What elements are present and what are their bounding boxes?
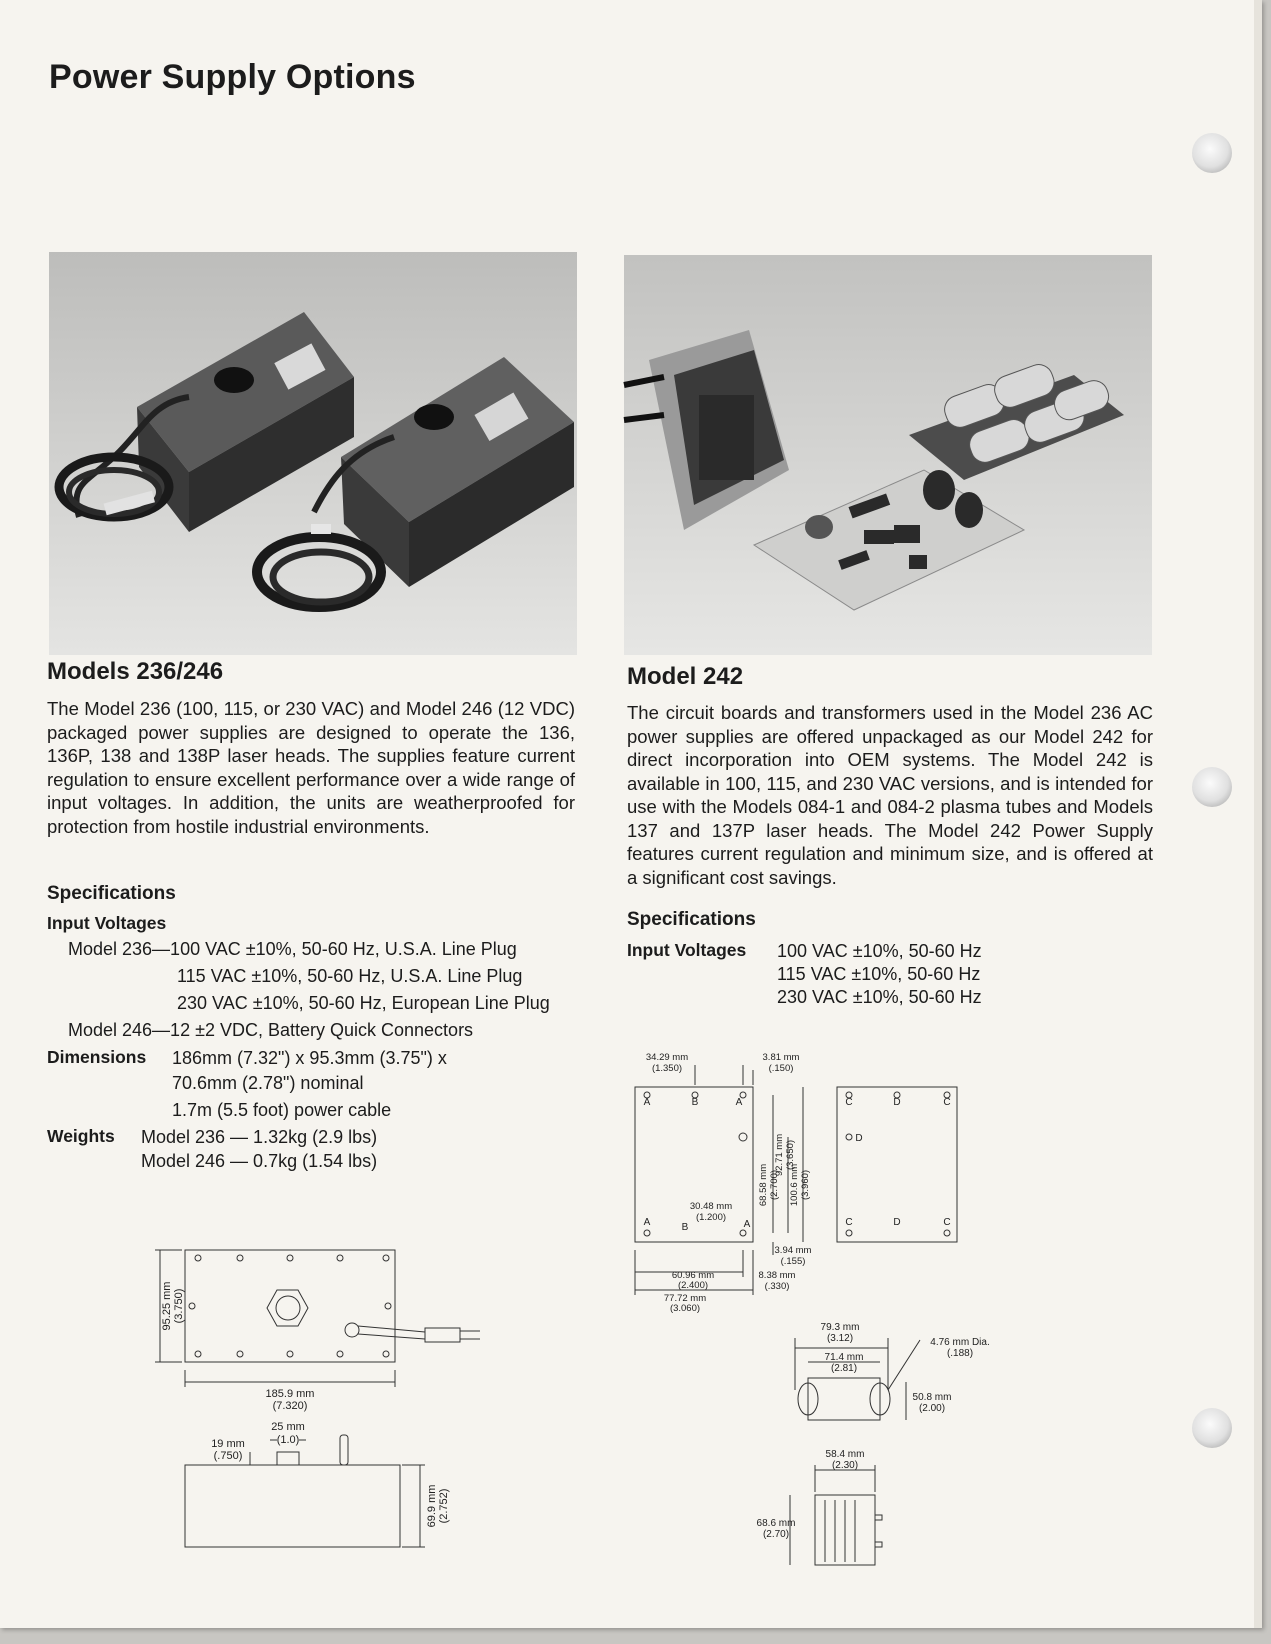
dim-label: (2.700)	[769, 1169, 780, 1201]
hole-label: D	[855, 1133, 863, 1144]
dim-label: (.150)	[768, 1063, 794, 1074]
dim-label: 71.4 mm	[824, 1352, 864, 1363]
dim-label: 4.76 mm Dia.	[930, 1337, 990, 1348]
hole-label: C	[845, 1097, 853, 1108]
dim-label: 68.58 mm	[758, 1163, 769, 1207]
dim-label: (3.960)	[800, 1169, 811, 1201]
hole-label: A	[643, 1097, 651, 1108]
hole-label: C	[943, 1217, 951, 1228]
dim-label: (.155)	[780, 1256, 806, 1267]
dimensions-line: 1.7m (5.5 foot) power cable	[172, 1100, 392, 1120]
dim-label: 25 mm	[271, 1421, 305, 1433]
hole-label: A	[735, 1097, 743, 1108]
dim-label: (1.0)	[276, 1434, 300, 1446]
dim-label: 95.25 mm	[161, 1281, 173, 1331]
models-236-246-description: The Model 236 (100, 115, or 230 VAC) and Model 246 (12 VDC) packaged power supplies are designed to operate the 136, 136P, 138 and 138P laser heads. The supplies feature current regulation to ensure excellent performance over a wide range of input voltages. In addition, the units are weatherproofed for protection from hostile industrial environments.	[47, 698, 575, 837]
dim-label: (3.060)	[669, 1303, 701, 1314]
model-242-transformer-dimension-drawing	[756, 1320, 1030, 1580]
binder-hole-bottom	[1192, 1408, 1232, 1448]
hole-label: D	[893, 1097, 901, 1108]
hole-label: A	[643, 1217, 651, 1228]
dim-label: 68.6 mm	[756, 1518, 796, 1529]
dim-label: (.330)	[764, 1281, 790, 1292]
weights-label: Weights	[47, 1126, 115, 1146]
left-specs-heading: Specifications	[47, 883, 176, 904]
dim-label: 100.6 mm	[789, 1163, 800, 1207]
dim-label: 79.3 mm	[820, 1322, 860, 1333]
right-input-voltages-label: Input Voltages	[627, 940, 747, 960]
dim-label: 3.81 mm	[762, 1052, 800, 1063]
dim-label: (1.200)	[695, 1212, 727, 1223]
input-voltage-line: 230 VAC ±10%, 50-60 Hz, European Line Plug	[177, 993, 550, 1013]
dim-label: (2.81)	[830, 1363, 858, 1374]
page-title: Power Supply Options	[49, 58, 416, 96]
hole-label: C	[845, 1217, 853, 1228]
dim-label: (.188)	[946, 1348, 974, 1359]
hole-label: C	[943, 1097, 951, 1108]
input-voltage-line: Model 236—100 VAC ±10%, 50-60 Hz, U.S.A. Line Plug	[68, 939, 517, 959]
dimensions-line: 186mm (7.32") x 95.3mm (3.75") x	[172, 1048, 447, 1068]
input-voltage-line: 115 VAC ±10%, 50-60 Hz, U.S.A. Line Plug	[177, 966, 523, 986]
page-edge	[1254, 0, 1262, 1628]
dim-label: (3.650)	[785, 1139, 796, 1171]
models-236-246-heading: Models 236/246	[47, 658, 224, 685]
model-242-heading: Model 242	[627, 663, 744, 690]
input-voltage-line: 230 VAC ±10%, 50-60 Hz	[777, 987, 982, 1007]
dim-label: 60.96 mm	[671, 1270, 715, 1281]
dimensions-line: 70.6mm (2.78") nominal	[172, 1073, 364, 1093]
weights-line: Model 236 — 1.32kg (2.9 lbs)	[141, 1127, 378, 1147]
dim-label: 69.9 mm	[426, 1484, 438, 1528]
dim-label: (3.750)	[173, 1288, 185, 1324]
dim-label: 185.9 mm	[265, 1388, 315, 1400]
dim-label: (1.350)	[651, 1063, 683, 1074]
dimensions-label: Dimensions	[47, 1047, 147, 1067]
dim-label: (3.12)	[826, 1333, 854, 1344]
dim-label: 92.71 mm	[774, 1133, 785, 1177]
dim-label: 50.8 mm	[912, 1392, 952, 1403]
dim-label: 19 mm	[211, 1438, 245, 1450]
hole-label: D	[893, 1217, 901, 1228]
models-236-246-dimension-drawing	[140, 1240, 520, 1580]
model-242-photo	[624, 255, 1152, 655]
dim-label: 30.48 mm	[689, 1201, 733, 1212]
dim-label: (2.30)	[831, 1460, 859, 1471]
dim-label: (2.00)	[918, 1403, 946, 1414]
hole-label: B	[681, 1222, 689, 1233]
models-236-246-photo	[49, 252, 577, 655]
dim-label: (2.400)	[677, 1280, 709, 1291]
model-242-board-dimension-drawing	[625, 1045, 1005, 1315]
right-specs-heading: Specifications	[627, 909, 756, 930]
input-voltage-line: 115 VAC ±10%, 50-60 Hz	[777, 964, 981, 984]
dim-label: (2.752)	[438, 1488, 450, 1524]
dim-label: 8.38 mm	[758, 1270, 796, 1281]
dim-label: 58.4 mm	[825, 1449, 865, 1460]
hole-label: B	[691, 1097, 699, 1108]
model-242-description: The circuit boards and transformers used in the Model 236 AC power supplies are offered unpackaged as our Model 242 for direct incorporation into OEM systems. The Model 242 is available in 100, 115, and 230 VAC versions, and is intended for use with the Models 084-1 and 084-2 plasma tubes and Models 137 and 137P laser heads. The Model 242 Power Supply features current regulation and minimum size, and is offered at a significant cost savings.	[627, 702, 1153, 888]
dim-label: 77.72 mm	[663, 1293, 707, 1304]
dim-label: (7.320)	[272, 1400, 308, 1412]
dim-label: (2.70)	[762, 1529, 790, 1540]
hole-label: A	[743, 1219, 751, 1230]
binder-hole-middle	[1192, 767, 1232, 807]
weights-line: Model 246 — 0.7kg (1.54 lbs)	[141, 1151, 378, 1171]
input-voltage-line: 100 VAC ±10%, 50-60 Hz	[777, 941, 982, 961]
left-input-voltages-label: Input Voltages	[47, 913, 167, 933]
dim-label: 34.29 mm	[645, 1052, 689, 1063]
binder-hole-top	[1192, 133, 1232, 173]
dim-label: 3.94 mm	[774, 1245, 812, 1256]
dim-label: (.750)	[213, 1450, 243, 1462]
input-voltage-line: Model 246—12 ±2 VDC, Battery Quick Connectors	[68, 1020, 474, 1040]
